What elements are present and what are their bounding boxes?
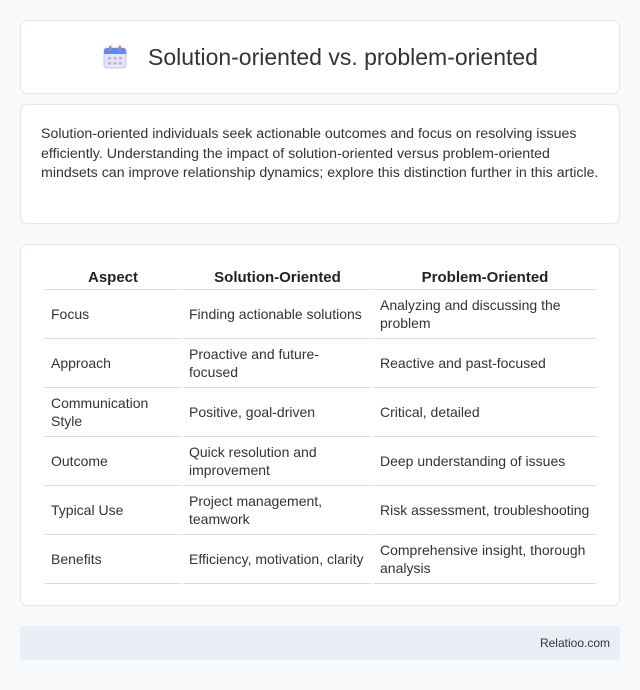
table-row — [45, 290, 596, 339]
comparison-table-card — [20, 244, 620, 606]
table-row — [45, 437, 596, 486]
footer — [20, 626, 620, 660]
comparison-table — [43, 265, 598, 584]
cell-problem: Deep understanding of issues — [374, 437, 596, 486]
cell-aspect: Outcome — [45, 437, 181, 486]
cell-aspect: Benefits — [45, 535, 181, 584]
cell-solution: Project management, teamwork — [183, 486, 372, 535]
cell-problem: Risk assessment, troubleshooting — [374, 486, 596, 535]
cell-solution: Quick resolution and improvement — [183, 437, 372, 486]
cell-solution: Finding actionable solutions — [183, 290, 372, 339]
header-problem-oriented: Problem-Oriented — [374, 265, 596, 290]
table-row — [45, 339, 596, 388]
table-row — [45, 486, 596, 535]
intro-text: Solution-oriented individuals seek actionable outcomes and focus on resolving issues efficiently. Understanding the impact of solution-oriented versus problem-oriented mindsets can improve relationship dynamics; explore this distinction further in this article. — [41, 126, 599, 181]
calendar-icon — [102, 44, 128, 70]
cell-aspect: Communication Style — [45, 388, 181, 437]
header-solution-oriented: Solution-Oriented — [183, 265, 372, 290]
cell-problem: Analyzing and discussing the problem — [374, 290, 596, 339]
header-aspect: Aspect — [45, 265, 181, 290]
cell-solution: Efficiency, motivation, clarity — [183, 535, 372, 584]
table-header-row — [45, 265, 596, 290]
cell-aspect: Typical Use — [45, 486, 181, 535]
cell-aspect: Approach — [45, 339, 181, 388]
cell-solution: Positive, goal-driven — [183, 388, 372, 437]
table-row — [45, 388, 596, 437]
cell-problem: Reactive and past-focused — [374, 339, 596, 388]
cell-aspect: Focus — [45, 290, 181, 339]
cell-solution: Proactive and future-focused — [183, 339, 372, 388]
cell-problem: Critical, detailed — [374, 388, 596, 437]
cell-problem: Comprehensive insight, thorough analysis — [374, 535, 596, 584]
intro-card — [20, 104, 620, 224]
title-card — [20, 20, 620, 94]
footer-brand: Relatioo.com — [539, 636, 610, 650]
page-title: Solution-oriented vs. problem-oriented — [148, 43, 538, 70]
table-row — [45, 535, 596, 584]
